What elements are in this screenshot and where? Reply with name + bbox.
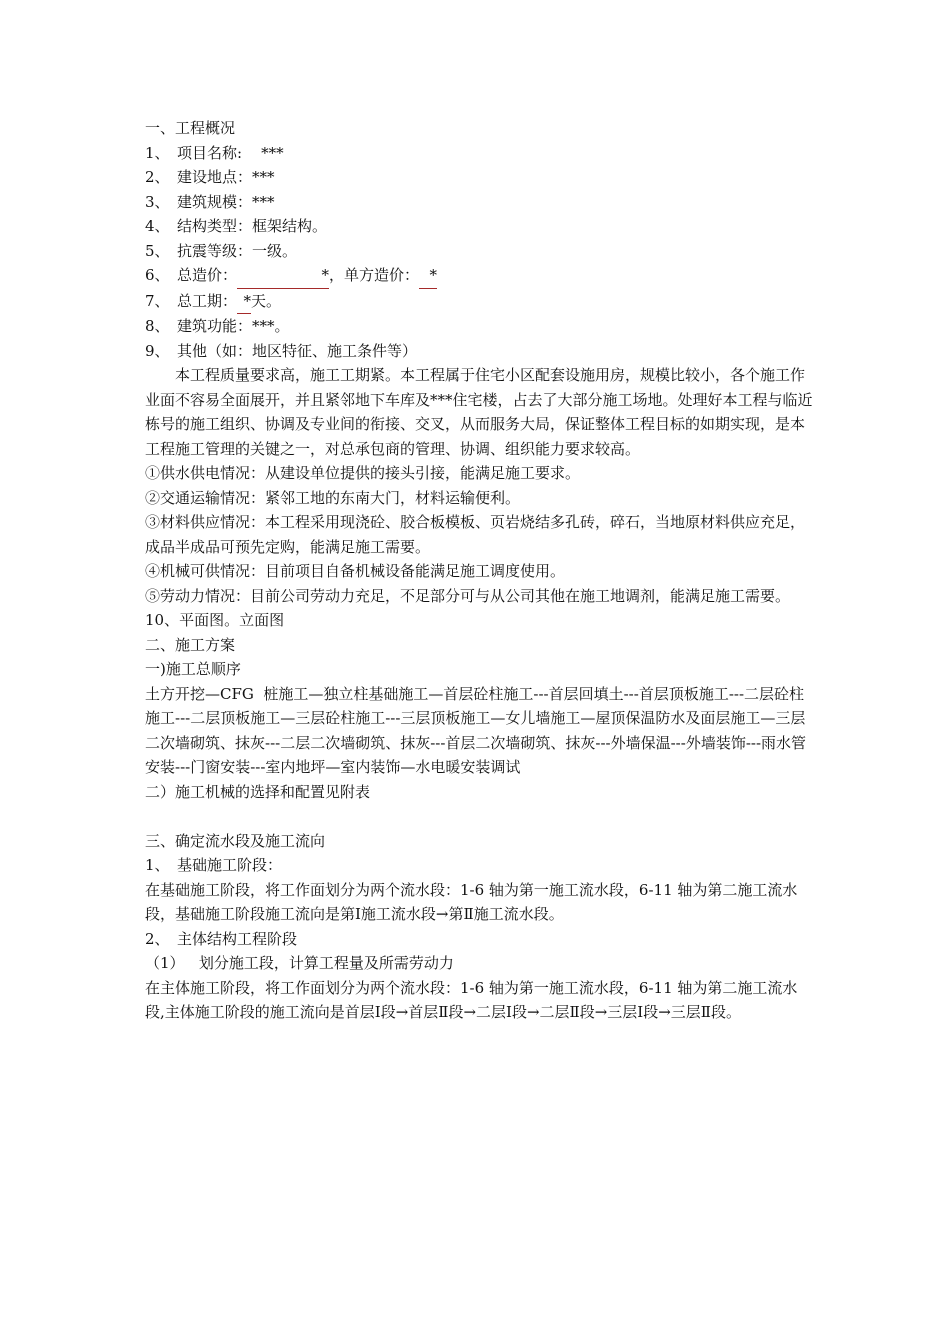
condition-item: ⑤劳动力情况：目前公司劳动力充足，不足部分可与从公司其他在施工地调剂，能满足施工需要。 <box>145 586 791 605</box>
condition-item: ①供水供电情况：从建设单位提供的接头引接，能满足施工要求。 <box>145 464 581 482</box>
unit-cost-label: ，单方造价： <box>329 266 420 284</box>
subheading-division: （1） 划分施工段，计算工程量及所需劳动力 <box>145 954 454 972</box>
list-item <box>145 239 813 264</box>
item-number: 5、 <box>145 241 170 260</box>
item-text: 建筑规模：*** <box>177 192 275 211</box>
unit-cost-blank: * <box>419 263 437 289</box>
blank-line <box>145 804 813 829</box>
foundation-paragraph: 在基础施工阶段，将工作面划分为两个流水段：1-6 轴为第一施工流水段，6-11 轴为第二施工流水段，基础施工阶段施工流向是第Ⅰ施工流水段→第Ⅱ施工流水段。 <box>145 880 798 923</box>
condition-item: ②交通运输情况：紧邻工地的东南大门，材料运输便利。 <box>145 488 521 507</box>
section-heading-overview: 一、工程概况 <box>145 119 236 137</box>
duration-suffix: 天。 <box>251 291 282 310</box>
structure-paragraph: 在主体施工阶段，将工作面划分为两个流水段：1-6 轴为第一施工流水段，6-11 轴为第二施工流水段,主体施工阶段的施工流向是首层Ⅰ段→首层Ⅱ段→二层Ⅰ段→二层Ⅱ段→三层Ⅰ段→三层Ⅱ段。 <box>145 978 798 1021</box>
list-item <box>145 190 813 215</box>
item-number: 2、 <box>145 929 170 948</box>
list-item <box>145 314 813 339</box>
document-body <box>145 116 813 1025</box>
list-item <box>145 853 813 878</box>
list-item-drawings: 10、平面图。立面图 <box>145 611 285 629</box>
list-item <box>145 214 813 239</box>
item-text: 项目名称: *** <box>177 143 284 162</box>
total-cost-label: 总造价： <box>177 266 238 284</box>
section-heading-plan: 二、施工方案 <box>145 635 236 654</box>
item-number: 6、 <box>145 266 170 284</box>
item-text: 主体结构工程阶段 <box>177 929 298 948</box>
duration-label: 总工期： <box>177 291 238 310</box>
list-item <box>145 927 813 952</box>
item-text: 建筑功能：***。 <box>177 317 290 335</box>
total-cost-blank: * <box>237 263 329 289</box>
item-text: 其他（如：地区特征、施工条件等） <box>177 341 418 360</box>
section-heading-flow: 三、确定流水段及施工流向 <box>145 831 326 850</box>
subheading-sequence: 一)施工总顺序 <box>145 660 241 678</box>
item-number: 3、 <box>145 192 170 211</box>
item-text: 结构类型：框架结构。 <box>177 217 328 235</box>
item-number: 9、 <box>145 341 170 360</box>
list-item <box>145 165 813 190</box>
condition-item: ③材料供应情况：本工程采用现浇砼、胶合板模板、页岩烧结多孔砖，碎石，当地原材料供应充足，成品半成品可预先定购，能满足施工需要。 <box>145 513 806 556</box>
item-text: 抗震等级：一级。 <box>177 241 298 260</box>
list-item-duration <box>145 289 813 315</box>
item-number: 7、 <box>145 291 170 310</box>
construction-sequence: 土方开挖—CFG 桩施工—独立柱基础施工—首层砼柱施工---首层回填土---首层顶板施工---二层砼柱施工---二层顶板施工—三层砼柱施工---三层顶板施工—女儿墙施工—屋顶保温防水及面层施工—三层二次墙砌筑、抹灰---二层二次墙砌筑、抹灰---首层二次墙砌筑、抹灰---外墙保温---外墙装饰---雨水管安装---门窗安装---室内地坪—室内装饰—水电暖安装调试 <box>145 684 807 776</box>
item-number: 1、 <box>145 143 170 162</box>
list-item <box>145 141 813 166</box>
list-item <box>145 339 813 364</box>
overview-paragraph: 本工程质量要求高，施工工期紧。本工程属于住宅小区配套设施用房，规模比较小，各个施工作业面不容易全面展开，并且紧邻地下车库及***住宅楼，占去了大部分施工场地。处理好本工程与临近栋号的施工组织、协调及专业间的衔接、交叉，从而服务大局，保证整体工程目标的如期实现，是本工程施工管理的关键之一，对总承包商的管理、协调、组织能力要求较高。 <box>145 366 813 458</box>
item-number: 4、 <box>145 217 170 235</box>
list-item-cost <box>145 263 813 289</box>
item-text: 基础施工阶段： <box>177 856 283 874</box>
subheading-machinery: 二）施工机械的选择和配置见附表 <box>145 782 371 801</box>
condition-item: ④机械可供情况：目前项目自备机械设备能满足施工调度使用。 <box>145 562 566 580</box>
item-number: 1、 <box>145 856 170 874</box>
item-number: 8、 <box>145 317 170 335</box>
duration-blank: * <box>237 289 251 315</box>
item-number: 2、 <box>145 168 170 186</box>
item-text: 建设地点：*** <box>177 168 275 186</box>
